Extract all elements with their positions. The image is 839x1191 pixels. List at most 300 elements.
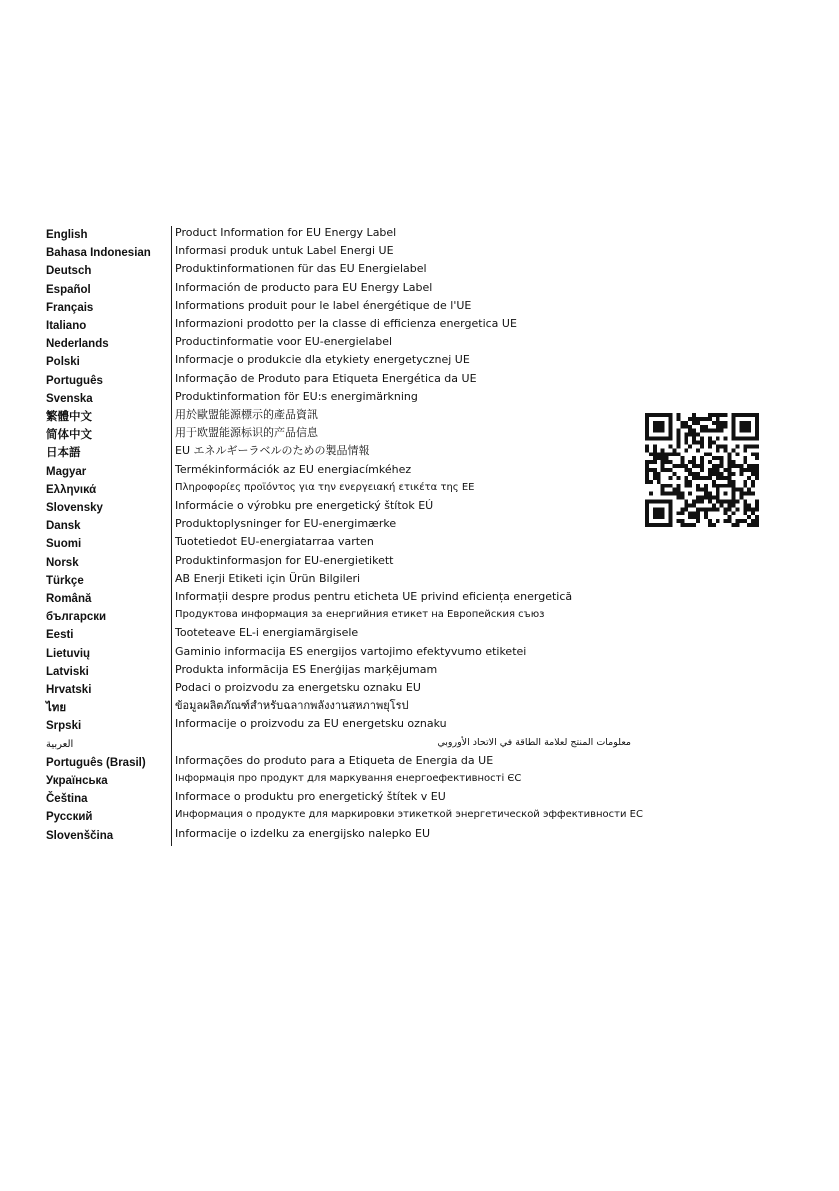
- qr-module: [645, 476, 649, 480]
- qr-module: [657, 413, 661, 417]
- qr-module: [724, 448, 728, 452]
- qr-module: [676, 437, 680, 441]
- qr-module: [716, 468, 720, 472]
- qr-module: [653, 476, 657, 480]
- qr-module: [645, 499, 649, 503]
- qr-module: [649, 437, 653, 441]
- language-name: Magyar: [46, 465, 87, 478]
- qr-module: [676, 519, 680, 523]
- language-name: Deutsch: [46, 265, 92, 278]
- qr-module: [696, 484, 700, 488]
- qr-module: [696, 519, 700, 523]
- language-name: Italiano: [46, 320, 87, 332]
- qr-module: [676, 452, 680, 456]
- qr-module: [739, 468, 743, 472]
- qr-module: [676, 413, 680, 417]
- qr-module: [657, 499, 661, 503]
- qr-module: [653, 472, 657, 476]
- qr-module: [665, 523, 669, 527]
- language-name: Norsk: [46, 556, 79, 569]
- qr-module: [716, 448, 720, 452]
- qr-module: [669, 476, 673, 480]
- qr-module: [696, 472, 700, 476]
- qr-module: [696, 448, 700, 452]
- qr-module: [649, 460, 653, 464]
- language-name: български: [46, 611, 107, 624]
- qr-module: [680, 460, 684, 464]
- qr-module: [645, 515, 649, 519]
- qr-module: [653, 456, 657, 460]
- qr-module: [700, 441, 704, 445]
- qr-module: [669, 507, 673, 511]
- qr-module: [724, 437, 728, 441]
- qr-module: [747, 503, 751, 507]
- qr-module: [673, 452, 677, 456]
- language-name: Polski: [46, 356, 80, 369]
- qr-module: [704, 452, 708, 456]
- qr-module: [731, 523, 735, 527]
- qr-module: [712, 413, 716, 417]
- qr-module: [684, 484, 688, 488]
- language-name: Hrvatski: [46, 684, 92, 696]
- qr-module: [684, 433, 688, 437]
- language-description: Informations produit pour le label énergétique de l'UE: [175, 298, 472, 312]
- qr-module: [673, 488, 677, 492]
- language-name: Slovenščina: [46, 829, 114, 842]
- language-row: [46, 390, 646, 408]
- qr-module: [728, 507, 732, 511]
- qr-module: [692, 437, 696, 441]
- qr-module: [731, 429, 735, 433]
- qr-module: [692, 476, 696, 480]
- qr-module: [665, 437, 669, 441]
- qr-module: [731, 484, 735, 488]
- qr-module: [661, 413, 665, 417]
- qr-module: [665, 452, 669, 456]
- qr-module: [755, 456, 759, 460]
- qr-module: [747, 507, 751, 511]
- qr-module: [645, 437, 649, 441]
- qr-module: [673, 448, 677, 452]
- qr-module: [735, 519, 739, 523]
- language-description: Informações do produto para a Etiqueta de Energia da UE: [175, 753, 494, 767]
- qr-module: [653, 523, 657, 527]
- qr-module: [720, 476, 724, 480]
- qr-module: [657, 456, 661, 460]
- qr-module: [676, 464, 680, 468]
- qr-module: [743, 519, 747, 523]
- qr-module: [731, 464, 735, 468]
- qr-module: [755, 437, 759, 441]
- qr-module: [716, 484, 720, 488]
- qr-module: [653, 499, 657, 503]
- qr-module: [755, 452, 759, 456]
- qr-module: [731, 496, 735, 500]
- language-name: ไทย: [46, 702, 67, 715]
- qr-module: [716, 496, 720, 500]
- language-name: العربية: [46, 738, 74, 750]
- qr-module: [645, 425, 649, 429]
- qr-module: [743, 429, 747, 433]
- qr-module: [680, 523, 684, 527]
- qr-module: [661, 484, 665, 488]
- qr-module: [649, 499, 653, 503]
- qr-module: [728, 519, 732, 523]
- qr-module: [712, 523, 716, 527]
- qr-module: [743, 456, 747, 460]
- qr-module: [673, 464, 677, 468]
- qr-module: [747, 437, 751, 441]
- qr-module: [743, 492, 747, 496]
- language-name: Suomi: [46, 538, 82, 551]
- qr-module: [716, 444, 720, 448]
- qr-module: [680, 519, 684, 523]
- qr-module: [661, 425, 665, 429]
- qr-module: [657, 523, 661, 527]
- qr-module: [692, 523, 696, 527]
- qr-module: [731, 413, 735, 417]
- qr-module: [688, 480, 692, 484]
- qr-module: [747, 492, 751, 496]
- language-description: Información de producto para EU Energy Label: [175, 280, 433, 294]
- qr-module: [680, 507, 684, 511]
- qr-module: [700, 507, 704, 511]
- qr-module: [657, 472, 661, 476]
- qr-module: [692, 421, 696, 425]
- qr-module: [731, 448, 735, 452]
- qr-module: [680, 496, 684, 500]
- qr-module: [743, 425, 747, 429]
- language-name: Dansk: [46, 520, 81, 533]
- qr-module: [704, 511, 708, 515]
- language-description: Інформація про продукт для маркування енергоефективності ЄС: [175, 773, 522, 784]
- qr-module: [665, 468, 669, 472]
- qr-module: [712, 503, 716, 507]
- qr-module: [747, 444, 751, 448]
- language-name: Ελληνικά: [46, 483, 97, 496]
- qr-module: [724, 425, 728, 429]
- qr-module: [684, 421, 688, 425]
- qr-module: [676, 476, 680, 480]
- qr-module: [739, 437, 743, 441]
- qr-module: [743, 413, 747, 417]
- qr-module: [755, 523, 759, 527]
- qr-module: [751, 480, 755, 484]
- qr-module: [661, 492, 665, 496]
- qr-module: [669, 413, 673, 417]
- language-description: Informazioni prodotto per la classe di efficienza energetica UE: [175, 317, 517, 330]
- qr-module: [649, 523, 653, 527]
- qr-module: [747, 523, 751, 527]
- qr-module: [688, 425, 692, 429]
- qr-module: [676, 488, 680, 492]
- qr-module: [704, 484, 708, 488]
- qr-module: [661, 437, 665, 441]
- qr-module: [653, 448, 657, 452]
- qr-module: [653, 452, 657, 456]
- qr-module: [692, 499, 696, 503]
- qr-module: [692, 515, 696, 519]
- qr-module: [661, 515, 665, 519]
- language-description: Informasi produk untuk Label Energi UE: [175, 244, 394, 258]
- qr-module: [755, 417, 759, 421]
- qr-module: [684, 441, 688, 445]
- qr-module: [755, 515, 759, 519]
- language-name: Bahasa Indonesian: [46, 247, 151, 260]
- qr-module: [669, 429, 673, 433]
- qr-module: [684, 468, 688, 472]
- qr-module: [751, 468, 755, 472]
- qr-module: [708, 472, 712, 476]
- language-row: [46, 827, 646, 845]
- qr-module: [653, 429, 657, 433]
- qr-module: [720, 499, 724, 503]
- qr-module: [743, 437, 747, 441]
- qr-module: [684, 476, 688, 480]
- qr-module: [661, 507, 665, 511]
- qr-module: [720, 444, 724, 448]
- qr-module: [704, 507, 708, 511]
- qr-module: [657, 476, 661, 480]
- qr-module: [665, 456, 669, 460]
- qr-module: [716, 507, 720, 511]
- qr-module: [755, 468, 759, 472]
- qr-module: [700, 456, 704, 460]
- qr-module: [751, 472, 755, 476]
- qr-module: [657, 421, 661, 425]
- qr-module: [724, 421, 728, 425]
- qr-module: [751, 511, 755, 515]
- language-name: Eesti: [46, 629, 74, 642]
- qr-module: [755, 499, 759, 503]
- qr-module: [728, 476, 732, 480]
- qr-module: [708, 499, 712, 503]
- qr-module: [739, 519, 743, 523]
- language-description: Produktoplysninger for EU-energimærke: [175, 517, 397, 531]
- qr-module: [649, 468, 653, 472]
- qr-module: [684, 507, 688, 511]
- qr-module: [669, 484, 673, 488]
- language-name: English: [46, 229, 88, 241]
- qr-module: [692, 456, 696, 460]
- qr-module: [696, 476, 700, 480]
- qr-module: [708, 496, 712, 500]
- qr-module: [669, 523, 673, 527]
- qr-module: [649, 452, 653, 456]
- qr-module: [688, 515, 692, 519]
- qr-module: [704, 417, 708, 421]
- qr-module: [692, 511, 696, 515]
- qr-module: [704, 492, 708, 496]
- qr-module: [739, 472, 743, 476]
- qr-module: [676, 511, 680, 515]
- qr-module: [688, 433, 692, 437]
- qr-module: [692, 460, 696, 464]
- qr-module: [653, 437, 657, 441]
- qr-module: [739, 488, 743, 492]
- qr-module: [657, 480, 661, 484]
- qr-module: [704, 496, 708, 500]
- language-description: ข้อมูลผลิตภัณฑ์สำหรับฉลากพลังงานสหภาพยุโรป: [175, 699, 409, 713]
- qr-module: [653, 413, 657, 417]
- qr-module: [661, 429, 665, 433]
- qr-module: [712, 480, 716, 484]
- language-name: Türkçe: [46, 574, 84, 587]
- qr-module: [724, 507, 728, 511]
- qr-module: [735, 452, 739, 456]
- language-name: 繁體中文: [46, 411, 92, 423]
- qr-code-icon[interactable]: [645, 413, 759, 527]
- qr-module: [712, 429, 716, 433]
- qr-module: [688, 417, 692, 421]
- qr-module: [649, 492, 653, 496]
- qr-module: [653, 444, 657, 448]
- qr-module: [708, 468, 712, 472]
- qr-module: [724, 484, 728, 488]
- qr-module: [696, 433, 700, 437]
- qr-module: [747, 421, 751, 425]
- qr-module: [669, 460, 673, 464]
- language-description: Informação de Produto para Etiqueta Energética da UE: [175, 371, 477, 385]
- qr-module: [661, 421, 665, 425]
- qr-module: [755, 503, 759, 507]
- qr-module: [692, 441, 696, 445]
- qr-module: [661, 452, 665, 456]
- qr-module: [735, 413, 739, 417]
- qr-module: [669, 511, 673, 515]
- qr-module: [716, 417, 720, 421]
- qr-module: [751, 437, 755, 441]
- qr-module: [696, 417, 700, 421]
- qr-module: [676, 429, 680, 433]
- language-row: [46, 408, 646, 426]
- qr-module: [661, 464, 665, 468]
- qr-module: [669, 503, 673, 507]
- language-description: Produktinformasjon for EU-energietikett: [175, 553, 394, 567]
- qr-module: [661, 448, 665, 452]
- qr-module: [661, 456, 665, 460]
- qr-module: [731, 433, 735, 437]
- qr-module: [696, 421, 700, 425]
- qr-module: [731, 417, 735, 421]
- qr-module: [676, 492, 680, 496]
- qr-module: [676, 433, 680, 437]
- qr-module: [731, 472, 735, 476]
- qr-module: [700, 429, 704, 433]
- qr-module: [669, 433, 673, 437]
- qr-module: [743, 480, 747, 484]
- qr-module: [716, 492, 720, 496]
- language-description: Gaminio informacija ES energijos vartojimo efektyvumo etiketei: [175, 644, 527, 658]
- qr-module: [704, 515, 708, 519]
- qr-module: [716, 472, 720, 476]
- qr-module: [716, 476, 720, 480]
- qr-module: [708, 460, 712, 464]
- qr-module: [716, 456, 720, 460]
- qr-module: [680, 492, 684, 496]
- qr-module: [716, 437, 720, 441]
- qr-module: [720, 425, 724, 429]
- qr-module: [728, 452, 732, 456]
- qr-module: [739, 421, 743, 425]
- qr-module: [720, 456, 724, 460]
- qr-module: [743, 468, 747, 472]
- qr-module: [645, 464, 649, 468]
- qr-module: [712, 472, 716, 476]
- qr-module: [739, 425, 743, 429]
- qr-module: [743, 460, 747, 464]
- qr-module: [657, 437, 661, 441]
- qr-module: [645, 468, 649, 472]
- qr-module: [731, 480, 735, 484]
- qr-module: [712, 441, 716, 445]
- language-name: Українська: [46, 775, 108, 787]
- qr-module: [731, 421, 735, 425]
- qr-module: [676, 417, 680, 421]
- qr-module: [720, 464, 724, 468]
- qr-module: [700, 488, 704, 492]
- qr-module: [728, 503, 732, 507]
- qr-module: [704, 476, 708, 480]
- language-description: 用于欧盟能源标识的产品信息: [175, 426, 318, 440]
- qr-module: [728, 480, 732, 484]
- language-description: معلومات المنتج لعلامة الطاقة في الاتحاد الأوروبي: [437, 736, 631, 748]
- qr-module: [645, 480, 649, 484]
- qr-module: [692, 464, 696, 468]
- qr-module: [751, 452, 755, 456]
- qr-module: [688, 444, 692, 448]
- qr-module: [665, 413, 669, 417]
- qr-module: [661, 511, 665, 515]
- language-description: Informacije o izdelku za energijsko nalepko EU: [175, 826, 430, 840]
- qr-module: [684, 499, 688, 503]
- qr-module: [751, 523, 755, 527]
- qr-module: [661, 468, 665, 472]
- qr-module: [747, 413, 751, 417]
- qr-module: [669, 519, 673, 523]
- qr-module: [743, 511, 747, 515]
- qr-module: [696, 499, 700, 503]
- qr-module: [669, 444, 673, 448]
- qr-module: [731, 488, 735, 492]
- qr-module: [680, 456, 684, 460]
- qr-module: [708, 441, 712, 445]
- qr-module: [728, 464, 732, 468]
- qr-module: [708, 413, 712, 417]
- qr-module: [743, 444, 747, 448]
- language-name: Srpski: [46, 720, 82, 733]
- language-description: Informace o produktu pro energetický štítek v EU: [175, 790, 446, 804]
- qr-module: [704, 425, 708, 429]
- qr-module: [716, 519, 720, 523]
- qr-module: [751, 444, 755, 448]
- qr-module: [700, 444, 704, 448]
- qr-module: [755, 421, 759, 425]
- language-name: Português (Brasil): [46, 756, 146, 769]
- language-description: Podaci o proizvodu za energetsku oznaku EU: [175, 681, 421, 694]
- qr-module: [700, 496, 704, 500]
- qr-module: [676, 444, 680, 448]
- qr-module: [712, 464, 716, 468]
- qr-module: [645, 507, 649, 511]
- qr-module: [657, 452, 661, 456]
- qr-module: [720, 413, 724, 417]
- language-name: Lietuvių: [46, 647, 91, 660]
- qr-module: [653, 425, 657, 429]
- qr-module: [684, 480, 688, 484]
- qr-module: [700, 468, 704, 472]
- qr-module: [645, 433, 649, 437]
